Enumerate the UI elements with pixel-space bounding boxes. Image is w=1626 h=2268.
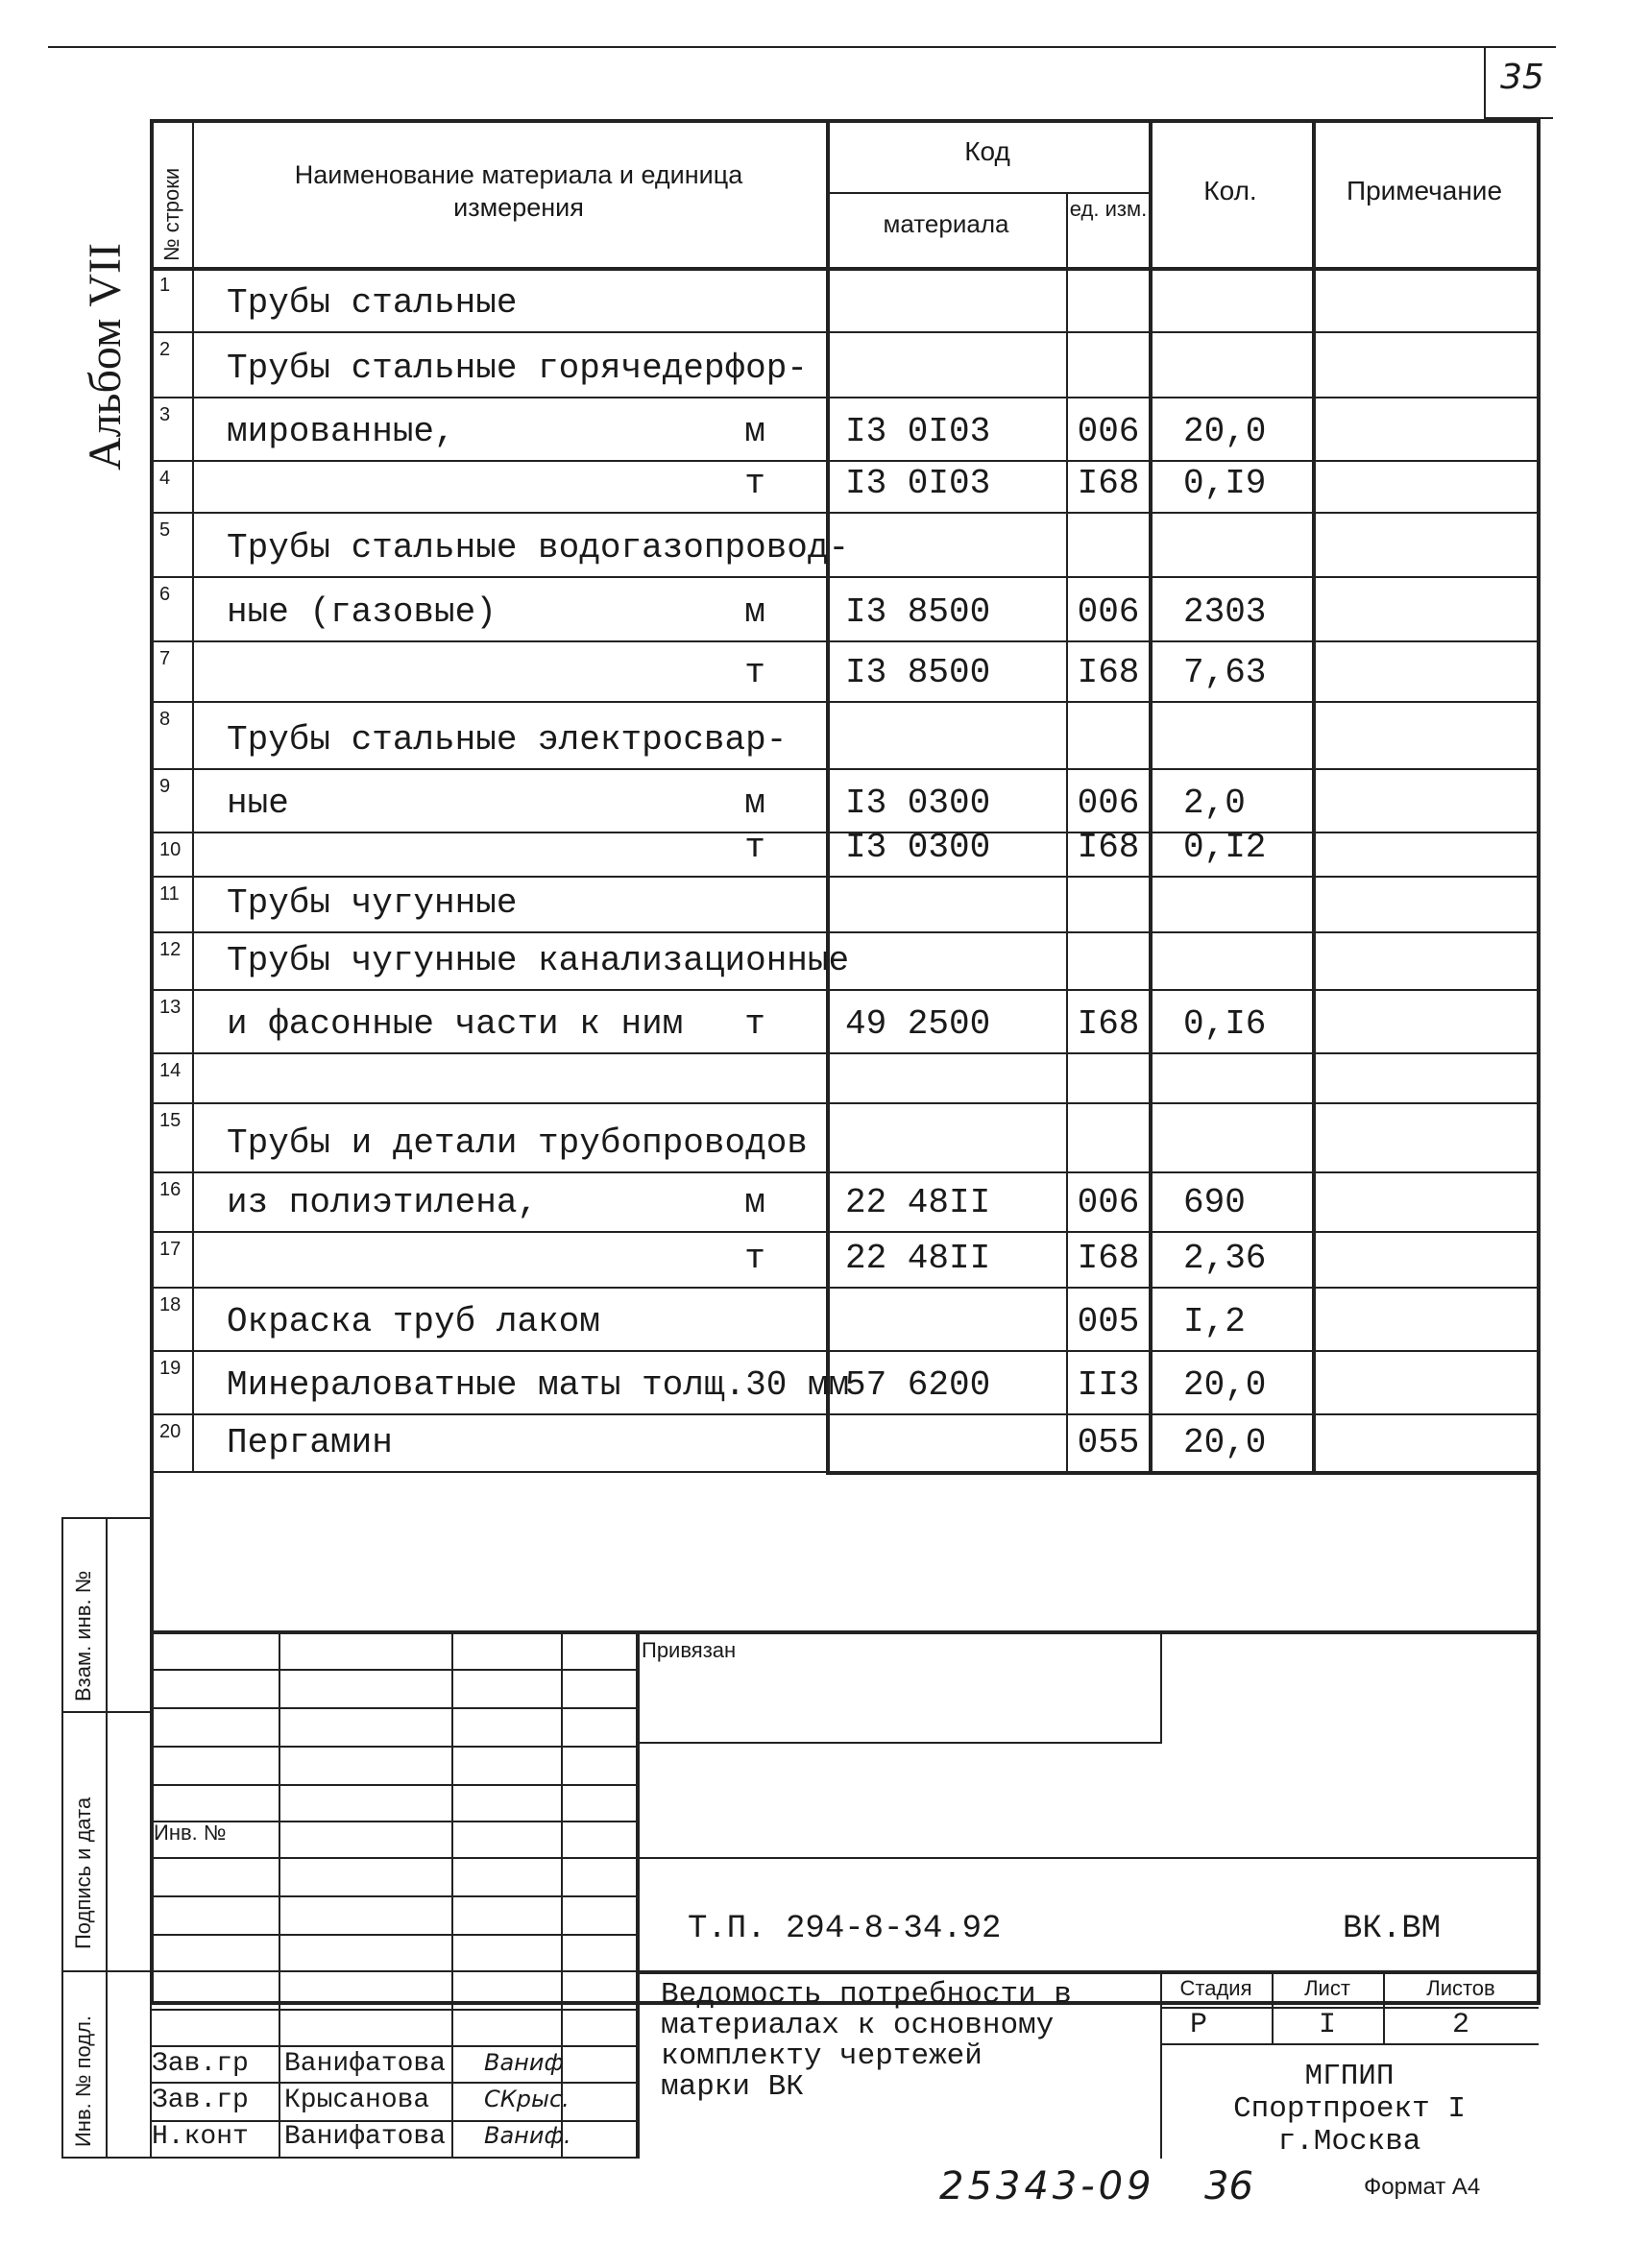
material-code: I3 0I03 <box>845 464 991 503</box>
doc-mark: ВК.ВМ <box>1343 1911 1442 1947</box>
material-code: 49 2500 <box>845 1004 991 1044</box>
material-code: 22 48II <box>845 1239 991 1278</box>
row-number: 13 <box>159 997 182 1018</box>
stamp-col3 <box>561 1630 563 2159</box>
header-unit: ед. изм. <box>1069 197 1148 221</box>
frame-top <box>150 119 1541 123</box>
material-code: I3 0I03 <box>845 412 991 451</box>
stamp-row-line <box>150 1746 636 1748</box>
side-label-inv: Инв. № подл. <box>71 2015 95 2147</box>
row-number: 12 <box>159 939 182 960</box>
unit-code: 005 <box>1077 1302 1140 1341</box>
name-col-line <box>826 119 830 1473</box>
row-divider <box>150 1350 1539 1352</box>
material-name: и фасонные части к ним <box>227 1004 684 1044</box>
unit-letter: т <box>744 1004 765 1044</box>
stamp-row-line <box>150 1669 636 1671</box>
row-divider <box>150 989 1539 991</box>
material-name: Трубы стальные электросвар- <box>227 720 788 760</box>
quantity: 20,0 <box>1183 1365 1267 1405</box>
row-number: 14 <box>159 1060 182 1081</box>
doc-title <box>661 1980 1072 2103</box>
row-divider <box>150 512 1539 514</box>
row-divider <box>150 931 1539 933</box>
unit-code: 006 <box>1077 412 1140 451</box>
org-line-1: МГПИП <box>1304 2060 1395 2093</box>
quantity: 2,36 <box>1183 1239 1267 1278</box>
row-divider <box>150 701 1539 703</box>
person-role: Зав.гр <box>152 2049 249 2079</box>
material-name: Пергамин <box>227 1423 393 1462</box>
side-strip-sep2 <box>61 1970 152 1972</box>
row-number: 2 <box>159 339 171 360</box>
unit-qty-col-line <box>1149 119 1153 1473</box>
sheet-value: I <box>1318 2009 1336 2041</box>
unit-code: I68 <box>1077 1239 1140 1278</box>
privyazan-bottom <box>636 1742 1162 1744</box>
row-divider <box>150 768 1539 770</box>
unit-letter: т <box>744 828 765 867</box>
row-number: 19 <box>159 1358 182 1379</box>
doc-title-line-3: комплекту чертежей <box>661 2039 983 2073</box>
rownum-col-line <box>192 119 194 1473</box>
row-number: 5 <box>159 519 171 541</box>
unit-letter: м <box>744 784 765 823</box>
unit-letter: м <box>744 412 765 451</box>
row-number: 7 <box>159 648 171 669</box>
table-bottom-line-left <box>150 1471 828 1473</box>
sheets-label: Листов <box>1426 1976 1495 2000</box>
sheet-label: Лист <box>1304 1976 1350 2000</box>
material-code: 57 6200 <box>845 1365 991 1405</box>
header-code: Код <box>964 136 1010 166</box>
unit-code: I68 <box>1077 828 1140 867</box>
page-number-box <box>1484 46 1486 118</box>
unit-code: 055 <box>1077 1423 1140 1462</box>
quantity: 20,0 <box>1183 412 1267 451</box>
row-divider <box>150 1102 1539 1104</box>
material-name: Трубы чугунные канализационные <box>227 941 850 980</box>
privyazan-label: Привязан <box>642 1638 737 1662</box>
quantity: 20,0 <box>1183 1423 1267 1462</box>
row-number: 8 <box>159 709 171 730</box>
stamp-col2 <box>451 1630 453 2159</box>
material-name: мированные, <box>227 412 455 451</box>
stamp-row-line <box>150 1970 636 1972</box>
quantity: 690 <box>1183 1183 1246 1222</box>
row-number: 20 <box>159 1421 182 1442</box>
material-name: Трубы и детали трубопроводов <box>227 1123 808 1163</box>
unit-code: I68 <box>1077 464 1140 503</box>
stamp-top-line <box>150 1630 1541 1634</box>
person-name: Ванифатова <box>284 2122 447 2152</box>
stamp-col1 <box>279 1630 280 2159</box>
material-name: ные (газовые) <box>227 592 497 632</box>
stamp-bottom <box>150 2157 636 2159</box>
unit-code: 006 <box>1077 1183 1140 1222</box>
stamp-left <box>150 1630 152 2159</box>
row-number: 16 <box>159 1179 182 1200</box>
page-number-handwritten: 35 <box>1500 58 1544 97</box>
unit-letter: м <box>744 1183 765 1222</box>
org-block <box>1160 2061 1539 2159</box>
inv-no-label: Инв. № <box>154 1821 227 1845</box>
row-number: 15 <box>159 1110 182 1131</box>
material-name: Трубы чугунные <box>227 883 518 923</box>
row-number: 3 <box>159 404 171 425</box>
person-signature: Ваниф. <box>484 2122 571 2149</box>
stamp-row-line <box>150 1707 636 1709</box>
person-signature: Ваниф <box>484 2049 564 2076</box>
unit-code: I68 <box>1077 1004 1140 1044</box>
unit-letter: м <box>744 592 765 632</box>
material-code: I3 8500 <box>845 653 991 692</box>
album-label: Альбом VII <box>80 242 131 470</box>
row-number: 4 <box>159 468 171 489</box>
side-strip-left <box>61 1517 63 2159</box>
row-divider <box>150 1052 1539 1054</box>
unit-letter: т <box>744 464 765 503</box>
person-signature: СКрыс. <box>484 2086 570 2112</box>
stamp-row-line <box>150 1895 636 1897</box>
side-label-vzam: Взам. инв. № <box>71 1570 95 1701</box>
unit-letter: т <box>744 653 765 692</box>
row-number: 17 <box>159 1239 182 1260</box>
quantity: 0,I9 <box>1183 464 1267 503</box>
header-bottom-line <box>150 267 1541 271</box>
quantity: I,2 <box>1183 1302 1246 1341</box>
doc-code-bottom <box>636 1970 1539 1974</box>
doc-code-top <box>636 1857 1539 1859</box>
stage-value: Р <box>1189 2009 1207 2041</box>
stamp-row-line <box>150 1934 636 1936</box>
row-divider <box>150 397 1539 398</box>
stamp-col4 <box>636 1630 640 2159</box>
row-number: 18 <box>159 1294 182 1315</box>
material-code: I3 0300 <box>845 784 991 823</box>
header-name: Наименование материала и единица измерения <box>294 160 743 222</box>
person-name: Крысанова <box>284 2086 430 2115</box>
material-code: 22 48II <box>845 1183 991 1222</box>
quantity: 0,I6 <box>1183 1004 1267 1044</box>
unit-code: 006 <box>1077 784 1140 823</box>
material-code: I3 0300 <box>845 828 991 867</box>
org-line-3: г.Москва <box>1277 2125 1421 2159</box>
row-number: 6 <box>159 584 171 605</box>
row-divider <box>150 1171 1539 1173</box>
material-name: Трубы стальные горячедерфор- <box>227 349 808 388</box>
qty-note-col-line <box>1312 119 1316 1473</box>
stamp-row-line <box>150 2082 636 2084</box>
stage-label: Стадия <box>1179 1976 1252 2000</box>
doc-title-line-2: материалах к основному <box>661 2009 1055 2042</box>
material-name: из полиэтилена, <box>227 1183 539 1222</box>
material-code: I3 8500 <box>845 592 991 632</box>
material-name: Минераловатные маты толщ.30 мм <box>227 1365 850 1405</box>
privyazan-right <box>1160 1630 1162 1744</box>
top-rule <box>48 46 1556 48</box>
row-divider <box>150 1287 1539 1289</box>
org-line-2: Спортпроект I <box>1233 2092 1466 2126</box>
row-divider <box>150 1413 1539 1415</box>
row-number: 1 <box>159 275 171 296</box>
material-name: Окраска труб лаком <box>227 1302 600 1341</box>
person-role: Зав.гр <box>152 2086 249 2115</box>
side-strip-inner <box>106 1517 108 2159</box>
material-name: Трубы стальные <box>227 283 518 323</box>
quantity: 2303 <box>1183 592 1267 632</box>
person-role: Н.конт <box>152 2122 249 2152</box>
unit-code: I68 <box>1077 653 1140 692</box>
stamp-row-line <box>150 1784 636 1786</box>
row-divider <box>150 640 1539 642</box>
side-label-podpis: Подпись и дата <box>71 1797 95 1949</box>
header-qty: Кол. <box>1203 176 1257 205</box>
header-note: Примечание <box>1346 176 1503 205</box>
row-number: 10 <box>159 839 182 860</box>
code-sub-line <box>826 192 1149 194</box>
footer-format: Формат А4 <box>1364 2174 1481 2200</box>
footer-code-handwritten: 25343-09 <box>939 2164 1155 2208</box>
stamp-row-line <box>150 2045 636 2047</box>
header-material: материала <box>883 209 1009 238</box>
doc-title-line-4: марки ВК <box>661 2070 804 2104</box>
row-divider <box>150 576 1539 578</box>
stamp-row-line <box>150 1857 636 1859</box>
side-strip-sep1 <box>61 1711 152 1713</box>
row-divider <box>150 1231 1539 1233</box>
doc-code: Т.П. 294-8-34.92 <box>688 1911 1002 1947</box>
side-strip-bottom <box>61 2157 152 2159</box>
stamp-row-line <box>150 2009 636 2011</box>
quantity: 2,0 <box>1183 784 1246 823</box>
footer-page: 36 <box>1204 2164 1253 2208</box>
header-row-no: № строки <box>159 167 183 261</box>
row-number: 11 <box>159 883 180 905</box>
person-name: Ванифатова <box>284 2049 447 2079</box>
unit-letter: т <box>744 1239 765 1278</box>
quantity: 0,I2 <box>1183 828 1267 867</box>
sheets-value: 2 <box>1451 2009 1469 2041</box>
row-divider <box>150 331 1539 333</box>
side-strip-top <box>61 1517 152 1519</box>
row-divider <box>150 876 1539 878</box>
row-divider <box>150 832 1539 833</box>
doc-title-line-1: Ведомость потребности в <box>661 1978 1072 2012</box>
stage-value-line <box>1160 2043 1539 2045</box>
row-divider <box>150 460 1539 462</box>
material-name: ные <box>227 784 289 823</box>
unit-code: II3 <box>1077 1365 1140 1405</box>
material-name: Трубы стальные водогазопровод- <box>227 528 850 567</box>
unit-code: 006 <box>1077 592 1140 632</box>
frame-right <box>1537 119 1541 2003</box>
table-bottom-line <box>826 1471 1539 1475</box>
quantity: 7,63 <box>1183 653 1267 692</box>
row-number: 9 <box>159 776 171 797</box>
